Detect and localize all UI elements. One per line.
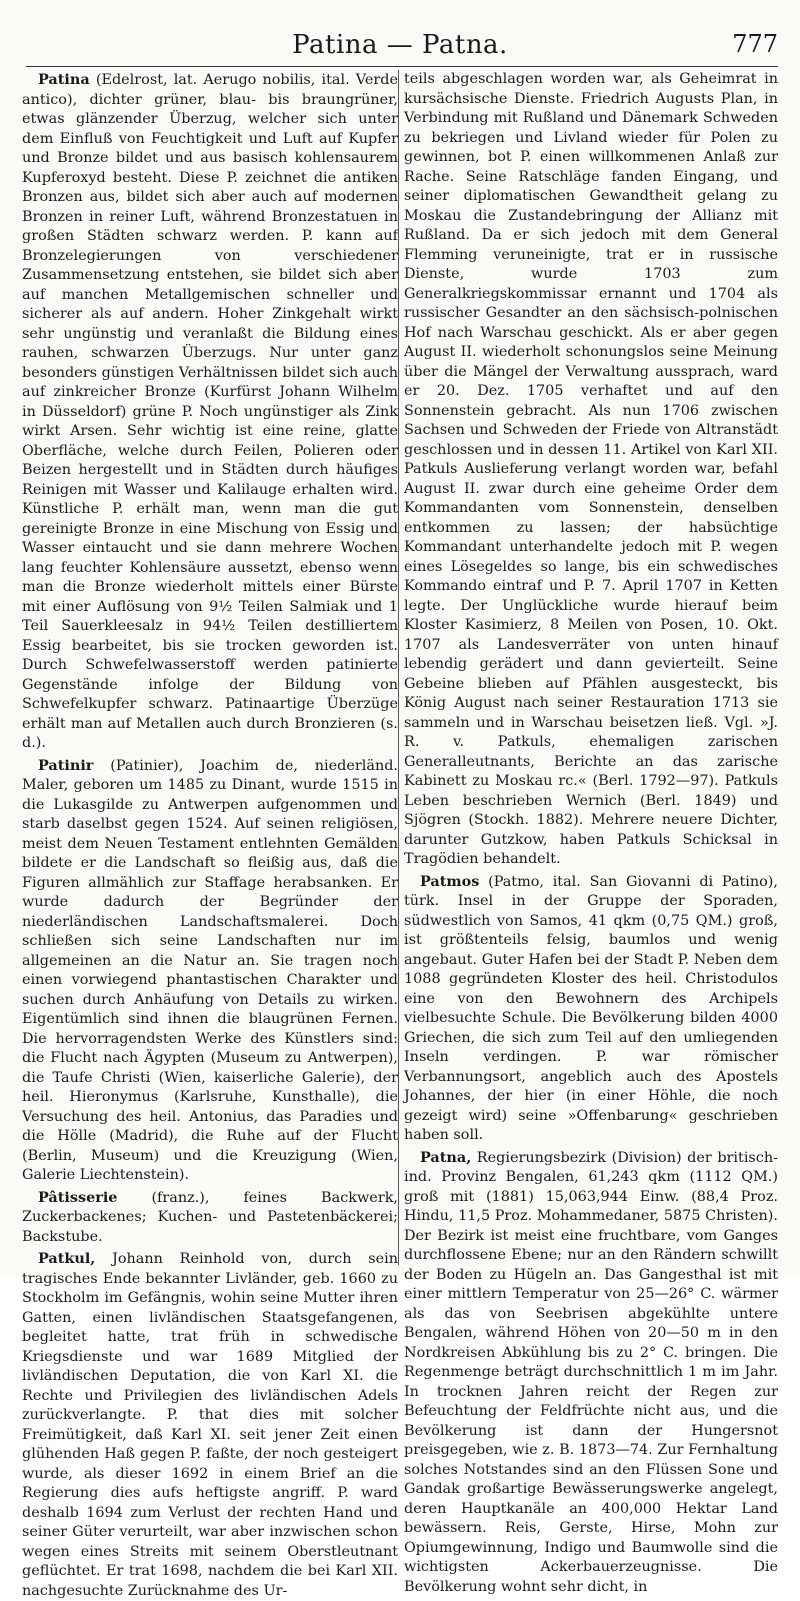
entry-patinir	[22, 756, 398, 1186]
page-number: 777	[732, 30, 778, 58]
entry-patkul	[22, 1249, 398, 1601]
header-rule	[26, 66, 778, 67]
entry-text: teils abgeschlagen worden war, als Geheimrat in kursächsische Dienste. Friedrich Augusts Plan, in Verbindung mit Rußland und Dänemark Schweden zu bekriegen und Livland wieder für Polen zu gewinnen, bot P. einen willkommenen Anlaß zur Rache. Seine Ratschläge fanden Eingang, und seiner diplomatischen Gewandtheit gelang zu Moskau die Zustandebringung der Allianz mit Rußland. Da er sich jedoch mit dem General Flemming veruneinigte, trat er in russische Dienste, wurde 1703 zum Generalkriegskommissar ernannt und 1704 als russischer Gesandter an den sächsisch-polnischen Hof nach Warschau geschickt. Als er aber gegen August II. wiederholt schonungslos seine Meinung über die Mängel der Verwaltung aussprach, ward er 20. Dez. 1705 verhaftet und auf den Sonnenstein gebracht. Als nun 1706 zwischen Sachsen und Schweden der Friede von Altranstädt geschlossen und in dessen 11. Artikel von Karl XII. Patkuls Auslieferung verlangt worden war, befahl August II. zwar durch eine geheime Order dem Kommandanten vom Sonnenstein, denselben entkommen zu lassen; der habsüchtige Kommandant unterhandelte jedoch mit P. wegen eines Lösegeldes so lange, bis ein schwedisches Kommando eintraf und P. 7. April 1707 in Ketten legte. Der Unglückliche wurde hierauf beim Kloster Kasimierz, 8 Meilen von Posen, 10. Okt. 1707 als Landesverräter von unten hinauf lebendig gerädert und dann gevierteilt. Seine Gebeine blieben auf Pfählen ausgesteckt, bis König August nach seiner Restauration 1713 sie sammeln und in Warschau beisetzen ließ. Vgl. »J. R. v. Patkuls, ehemaligen zarischen Generalleutnants, Berichte an das zarische Kabinett zu Moskau rc.« (Berl. 1792—97). Patkuls Leben beschrieben Wernich (Berl. 1849) und Sjögren (Stockh. 1882). Mehrere neuere Dichter, darunter Gutzkow, haben Patkuls Schicksal in Tragödien behandelt.	[404, 71, 778, 867]
page-header	[0, 0, 800, 68]
running-title: Patina — Patna.	[292, 30, 508, 60]
column-divider	[398, 70, 399, 1265]
entry-head: Patmos	[420, 872, 480, 890]
entry-head: Patna,	[420, 1148, 472, 1166]
entry-patmos	[404, 872, 778, 1146]
entry-text: Regierungsbezirk (Division) der britisch-ind. Provinz Bengalen, 61,243 qkm (1112 QM.) groß mit (1881) 15,063,944 Einw. (88,4 Proz. Hindu, 11,5 Proz. Mohammedaner, 5875 Christen). Der Bezirk ist meist eine fruchtbare, vom Ganges durchflossene Ebene; nur an den Rändern schwillt der Boden zu Hügeln an. Das Gangesthal ist mit einer mittlern Temperatur von 25—26° C. wärmer als das von Seebrisen abgekühlte untere Bengalen, während Höhen von 20—50 m in den Nordkreisen Abkühlung bis zu 2° C. bringen. Die Regenmenge beträgt durchschnittlich 1 m im Jahr. In trocknen Jahren reicht der Regen zur Befeuchtung der Feldfrüchte nicht aus, und die Bevölkerung ist dann der Hungersnot preisgegeben, wie z. B. 1873—74. Zur Fernhaltung solches Notstandes sind an den Flüssen Sone und Gandak großartige Bewässerungswerke angelegt, deren Hauptkanäle an 400,000 Hektar Land bewässern. Reis, Gerste, Hirse, Mohn zur Opiumgewinnung, Indigo und Baumwolle sind die wichtigsten Ackerbauerzeugnisse. Die Bevölkerung wohnt sehr dicht, in	[404, 1149, 778, 1595]
entry-text: (Patinier), Joachim de, niederländ. Maler, geboren um 1485 zu Dinant, wurde 1515 in die Lukasgilde zu Antwerpen aufgenommen und starb daselbst gegen 1524. Auf seinen religiösen, meist dem Neuen Testament entlehnten Gemälden bildete er die Landschaft so fleißig aus, daß die Figuren allmählich zur Staffage herabsanken. Er wurde dadurch der Begründer der niederländischen Landschaftsmalerei. Doch schließen sich seine Landschaften nur im allgemeinen an die Natur an. Sie tragen noch einen vorwiegend phantastischen Charakter und suchen durch Anhäufung von Details zu wirken. Eigentümlich sind ihnen die blaugrünen Fernen. Die hervorragendsten Werke des Künstlers sind: die Flucht nach Ägypten (Museum zu Antwerpen), die Taufe Christi (Wien, kaiserliche Galerie), der heil. Hieronymus (Karlsruhe, Kunsthalle), die Versuchung des heil. Antonius, das Paradies und die Hölle (Madrid), die Ruhe auf der Flucht (Berlin, Museum) und die Kreuzigung (Wien, Galerie Liechtenstein).	[22, 757, 398, 1183]
left-column	[22, 70, 399, 1599]
entry-patina	[22, 70, 398, 754]
entry-text: Johann Reinhold von, durch sein tragisches Ende bekannter Livländer, geb. 1660 zu Stockholm im Gefängnis, wohin seine Mutter ihren Gatten, einen livländischen Staatsgefangenen, begleitet hatte, trat früh in schwedische Kriegsdienste und war 1689 Mitglied der livländischen Deputation, die von Karl XI. die Rechte und Privilegien des livländischen Adels zurückverlangte. P. that dies mit solcher Freimütigkeit, daß Karl XI. seit jener Zeit einen glühenden Haß gegen P. faßte, der noch gesteigert wurde, als dieser 1692 in einem Brief an die Regierung dies aufs heftigste angriff. P. ward deshalb 1694 zum Verlust der rechten Hand und seiner Güter verurteilt, war aber inzwischen schon wegen eines Streits mit seinem Oberstleutnant geflüchtet. Er trat 1698, nachdem die bei Karl XII. nachgesuchte Zurücknahme des Ur-	[22, 1251, 398, 1599]
entry-text: (Edelrost, lat. Aerugo nobilis, ital. Verde antico), dichter grüner, blau- bis braungrüner, etwas glänzender Überzug, welcher sich unter dem Einfluß von Feuchtigkeit und Luft auf Kupfer und Bronze bildet und aus basisch kohlensaurem Kupferoxyd besteht. Diese P. zeichnet die antiken Bronzen aus, bildet sich aber auch auf modernen Bronzen in reiner Luft, während Bronzestatuen in großen Städten schwarz werden. P. kann auf Bronzelegierungen von verschiedener Zusammensetzung entstehen, sie bildet sich aber auf manchen Metallgemischen schneller und sicherer als auf andern. Hoher Zinkgehalt wirkt sehr ungünstig und veranlaßt die Bildung eines rauhen, schwarzen Überzugs. Nur unter ganz besonders günstigen Verhältnissen bildet sich auch auf zinkreicher Bronze (Kurfürst Johann Wilhelm in Düsseldorf) grüne P. Noch ungünstiger als Zink wirkt Arsen. Sehr wichtig ist eine reine, glatte Oberfläche, welche durch Feilen, Polieren oder Beizen hergestellt und in Städten durch häufiges Reinigen mit Wasser und Kalilauge erhalten wird. Künstliche P. erhält man, wenn man die gut gereinigte Bronze in eine Mischung von Essig und Wasser eintaucht und sie dann mehrere Wochen lang feuchter Kohlensäure aussetzt, ebenso wenn man die Bronze wiederholt mittels einer Bürste mit einer Auflösung von 9½ Teilen Salmiak und 1 Teil Sauerkleesalz in 94½ Teilen destilliertem Essig bearbeitet, bis sie trocken geworden ist. Durch Schwefelwasserstoff werden patinierte Gegenstände infolge der Bildung von Schwefelkupfer schwarz. Patinaartige Überzüge erhält man auf Metallen auch durch Bronzieren (s. d.).	[22, 72, 399, 751]
entry-text: (Patmo, ital. San Giovanni di Patino), türk. Insel in der Gruppe der Sporaden, südwestlich von Samos, 41 qkm (0,75 QM.) groß, ist größtenteils felsig, baumlos und wenig angebaut. Guter Hafen bei der Stadt P. Neben dem 1088 gegründeten Kloster des heil. Christodulos eine von den Bewohnern des Archipels vielbesuchte Schule. Die Bevölkerung bilden 4000 Griechen, die sich zum Teil auf den umliegenden Inseln verdingen. P. war römischer Verbannungsort, angeblich auch des Apostels Johannes, der hier (in einer Höhle, die noch gezeigt wird) seine »Offenbarung« geschrieben haben soll.	[404, 873, 778, 1143]
entry-text: (franz.), feines Backwerk, Zuckerbackenes; Kuchen- und Pastetenbäckerei; Backstube.	[22, 1189, 398, 1245]
entry-head: Patina	[38, 71, 90, 88]
entry-patna	[404, 1148, 778, 1598]
entry-head: Patinir	[38, 756, 94, 774]
entry-patkul-continued	[404, 70, 778, 870]
entry-patisserie	[22, 1188, 398, 1248]
entry-head: Pâtisserie	[38, 1188, 118, 1206]
entry-head: Patkul,	[38, 1250, 96, 1267]
right-column	[404, 70, 778, 1595]
